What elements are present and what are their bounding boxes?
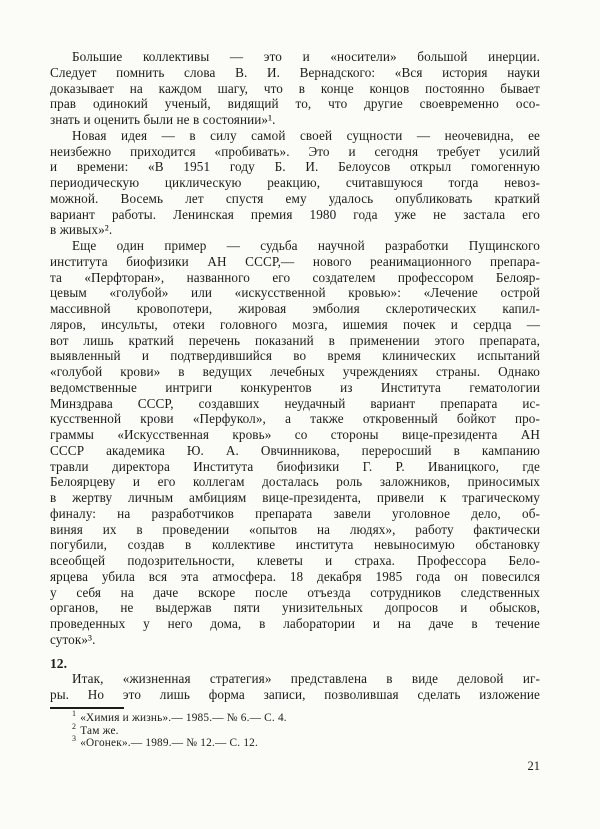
text-line: Следует помнить слова В. И. Вернадского: «Вся история науки bbox=[50, 64, 540, 80]
paragraph bbox=[50, 238, 540, 648]
text-line: в жертву личным амбициям вице-президента, привели к трагическому bbox=[50, 490, 540, 505]
paragraph bbox=[50, 49, 540, 128]
text-line: массивной кровопотери, жировая эмболия склеротических капил- bbox=[50, 301, 540, 316]
footnote-separator bbox=[50, 707, 124, 709]
text-line: знать и оценить были не в состоянии»¹. bbox=[50, 112, 276, 127]
text-line: ведомственные интриги конкурентов из Института гематологии bbox=[50, 379, 540, 395]
footnote-marker: 3 bbox=[72, 734, 77, 744]
text-line: Большие коллективы — это и «носители» большой инерции. bbox=[72, 49, 540, 64]
paragraph bbox=[50, 128, 540, 238]
text-line: цевым «голубой» или «искусственной кровью»: «Лечение острой bbox=[50, 285, 540, 301]
section-heading: 12. bbox=[50, 655, 67, 671]
text-line: та «Перфторан», названного его создателем профессором Белояр- bbox=[50, 269, 540, 285]
footnote-text: «Огонек».— 1989.— № 12.— С. 12. bbox=[80, 737, 259, 749]
footnotes bbox=[50, 709, 540, 750]
text-line: погубили, создав в коллективе института невыносимую обстановку bbox=[50, 537, 540, 553]
text-line: ярцева убила вся эта атмосфера. 18 декабря 1985 года он повесился bbox=[50, 568, 540, 584]
text-line: можной. Восемь лет спустя ему удалось опубликовать краткий bbox=[50, 190, 540, 206]
footnote bbox=[50, 734, 540, 750]
text-line: травли директора Института биофизики Г. Р. Иваницкого, где bbox=[50, 458, 540, 474]
text-block bbox=[50, 49, 540, 703]
text-line: кусственной крови «Перфукол», а также откровенный бойкот про- bbox=[50, 411, 540, 427]
text-line: ляров, инсульты, отеки головного мозга, ишемия почек и сердца — bbox=[50, 316, 540, 332]
text-line: «голубой крови» в ведущих лечебных учреждениях страны. Однако bbox=[50, 364, 540, 379]
text-line: Итак, «жизненная стратегия» представлена в виде деловой иг- bbox=[72, 671, 540, 687]
text-line: виняя их в проведении «опытов на людях», работу фактически bbox=[50, 521, 540, 537]
text-line: Еще один пример — судьба научной разработки Пущинского bbox=[72, 238, 540, 253]
footnote bbox=[50, 721, 540, 738]
footnote-text: «Химия и жизнь».— 1985.— № 6.— С. 4. bbox=[80, 712, 287, 724]
text-line: выявленный и подтвердившийся во время клинических испытаний bbox=[50, 348, 540, 364]
text-line: суток»³. bbox=[50, 631, 96, 647]
text-line: неизбежно приходится «пробивать». Это и сегодня требует усилий bbox=[50, 143, 540, 159]
text-line: Минздрава СССР, создавших неудачный вариант препарата ис- bbox=[50, 395, 540, 411]
footnote bbox=[50, 709, 540, 725]
text-line: СССР академика Ю. А. Овчинникова, переросший в кампанию bbox=[50, 442, 540, 458]
text-line: органов, не выдержав пяти унизительных допросов и обысков, bbox=[50, 600, 540, 616]
paragraph bbox=[50, 671, 540, 703]
text-line: Белоярцеву и его коллегам досталась роль заложников, приносимых bbox=[50, 474, 540, 490]
page-number: 21 bbox=[527, 759, 540, 773]
footnote-marker: 1 bbox=[72, 709, 77, 719]
text-line: прав одинокий ученый, видящий то, что другие своевременно осо- bbox=[50, 96, 540, 112]
text-line: граммы «Искусственная кровь» со стороны вице-президента АН bbox=[50, 427, 540, 442]
text-line: у себя на даче вскоре после отъезда сотрудников следственных bbox=[50, 584, 540, 600]
text-line: доказывает на каждом шагу, что в конце концов постоянно бывает bbox=[50, 80, 540, 96]
text-line: Новая идея — в силу самой своей сущности — неочевидна, ее bbox=[72, 127, 540, 143]
footnote-text: Там же. bbox=[80, 724, 119, 737]
text-line: проведенных у него дома, в лаборатории и на даче в течение bbox=[50, 616, 540, 631]
text-line: вот лишь краткий перечень показаний в применении этого препарата, bbox=[50, 332, 540, 348]
text-line: института биофизики АН СССР,— нового реанимационного препара- bbox=[50, 253, 540, 269]
text-line: всеобщей подозрительности, клеветы и страха. Профессора Бело- bbox=[50, 553, 540, 568]
text-line: вариант работы. Ленинская премия 1980 года уже не застала его bbox=[50, 206, 540, 222]
text-line: в живых»². bbox=[50, 222, 113, 238]
text-line: и времени: «В 1951 году Б. И. Белоусов открыл гомогенную bbox=[50, 159, 540, 175]
text-line: периодическую циклическую реакцию, считавшуюся тогда невоз- bbox=[50, 175, 540, 190]
text-line: финалу: на разработчиков препарата завели уголовное дело, об- bbox=[50, 505, 540, 521]
text-line: ры. Но это лишь форма записи, позволившая сделать изложение bbox=[50, 687, 540, 702]
footnote-marker: 2 bbox=[72, 721, 77, 731]
